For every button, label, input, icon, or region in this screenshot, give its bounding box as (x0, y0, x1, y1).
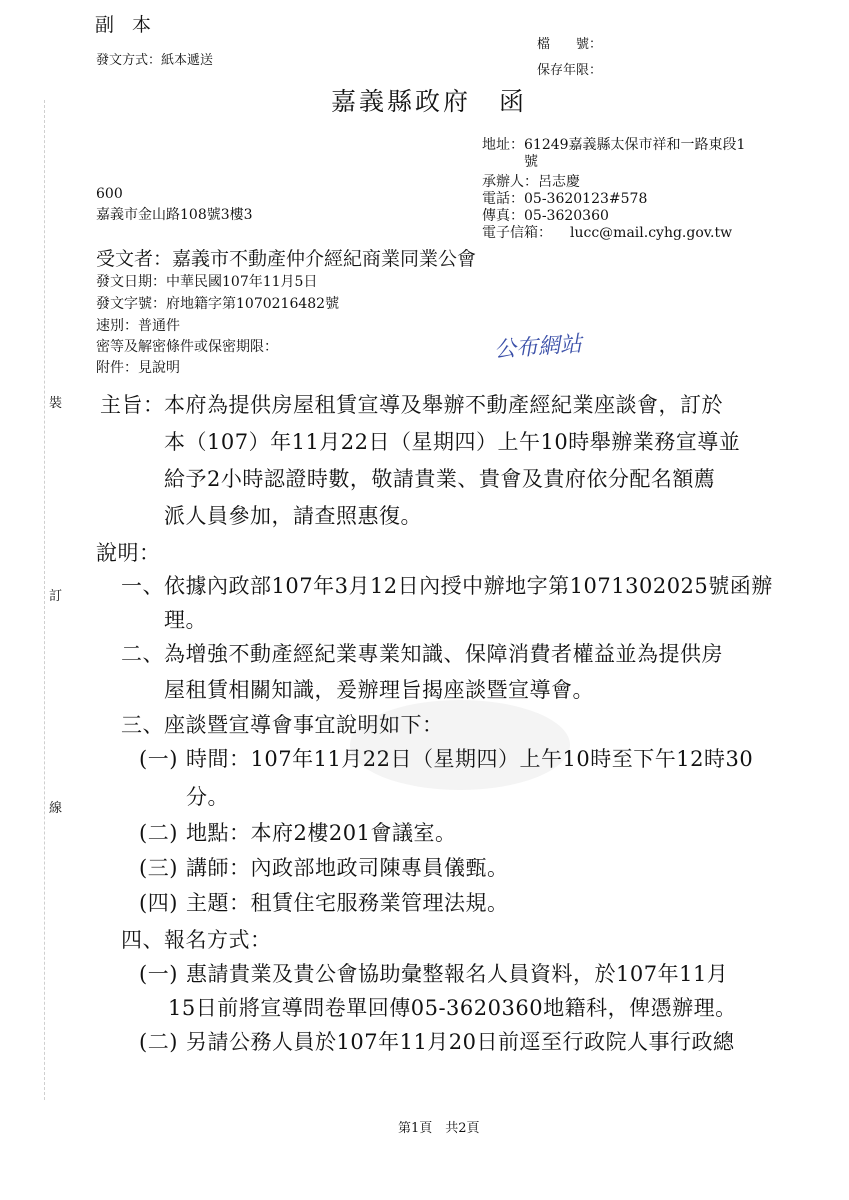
subject-line: 本（107）年11月22日（星期四）上午10時舉辦業務宣導並 (164, 430, 741, 454)
item-3-1-line: 時間：107年11月22日（星期四）上午10時至下午12時30 (186, 747, 754, 771)
email-label: 電子信箱： (482, 225, 552, 241)
item-4-number: 四、 (121, 928, 164, 952)
item-3-4-number: (四) (139, 891, 178, 915)
item-3-3-number: (三) (139, 856, 178, 880)
item-1-number: 一、 (121, 574, 164, 598)
phone: 電話：05-3620123#578 (482, 191, 648, 207)
item-4-2-text: 另請公務人員於107年11月20日前逕至行政院人事行政總 (186, 1030, 735, 1054)
item-4-1-number: (一) (139, 962, 178, 986)
item-2-line: 為增強不動產經紀業專業知識、保障消費者權益並為提供房 (164, 642, 723, 666)
item-3-4-text: 主題：租賃住宅服務業管理法規。 (186, 891, 509, 915)
binding-mark-ding: 訂 (49, 589, 63, 604)
item-4-heading: 報名方式： (164, 928, 272, 952)
page-number: 第1頁 共2頁 (398, 1121, 480, 1136)
item-4-1-line: 15日前將宣導問卷單回傳05-3620360地籍科，俾憑辦理。 (168, 996, 737, 1020)
email (482, 222, 732, 242)
delivery-method: 發文方式：紙本遞送 (96, 53, 214, 68)
item-3-number: 三、 (121, 713, 164, 737)
subject-line: 本府為提供房屋租賃宣導及舉辦不動產經紀業座談會，訂於 (164, 393, 723, 417)
binding-mark-xian: 線 (49, 801, 63, 816)
fax: 傳真：05-3620360 (482, 208, 609, 224)
attachment: 附件：見說明 (96, 360, 180, 376)
binding-mark-zhuang: 裝 (49, 396, 63, 411)
item-4-1-line: 惠請貴業及貴公會協助彙整報名人員資料，於107年11月 (186, 962, 729, 986)
file-number-label: 檔 號： (537, 37, 603, 52)
speed-class: 速別：普通件 (96, 318, 180, 334)
subject-label: 主旨： (100, 393, 165, 417)
item-3-1-line: 分。 (186, 785, 229, 809)
item-1-line: 理。 (164, 608, 207, 632)
binding-fold-line (44, 100, 45, 1100)
recipient-address: 嘉義市金山路108號3樓3 (96, 207, 253, 223)
item-3-3-text: 講師：內政部地政司陳專員儀甄。 (186, 856, 509, 880)
retention-label: 保存年限： (537, 63, 603, 78)
subject-line: 給予2小時認證時數，敬請貴業、貴會及貴府依分配名額薦 (164, 467, 716, 491)
issue-date: 發文日期：中華民國107年11月5日 (96, 274, 318, 290)
email-value[interactable]: lucc@mail.cyhg.gov.tw (570, 225, 733, 241)
contact-person: 承辦人：呂志慶 (482, 174, 580, 190)
item-1-line: 依據內政部107年3月12日內授中辦地字第1071302025號函辦 (164, 574, 773, 598)
address-value: 61249嘉義縣太保市祥和一路東段1 (524, 137, 746, 153)
explanation-label: 說明： (96, 541, 161, 565)
item-2-number: 二、 (121, 642, 164, 666)
document-title: 嘉義縣政府 函 (331, 87, 528, 116)
copy-label: 副 本 (95, 14, 158, 36)
item-2-line: 屋租賃相關知識，爰辦理旨揭座談暨宣導會。 (164, 678, 594, 702)
recipient: 受文者：嘉義市不動產仲介經紀商業同業公會 (96, 248, 477, 270)
item-3-2-text: 地點：本府2樓201會議室。 (186, 821, 457, 845)
address-label: 地址： (482, 137, 524, 153)
sender-address (482, 134, 745, 154)
item-3-1-number: (一) (139, 747, 178, 771)
item-3-2-number: (二) (139, 821, 178, 845)
sender-address-cont: 號 (524, 154, 538, 170)
recipient-zip: 600 (96, 186, 123, 202)
subject-line: 派人員參加，請查照惠復。 (164, 504, 422, 528)
item-4-2-number: (二) (139, 1030, 178, 1054)
item-3-heading: 座談暨宣導會事宜說明如下： (164, 713, 444, 737)
document-number: 發文字號：府地籍字第1070216482號 (96, 296, 340, 312)
handwritten-note: 公布網站 (493, 331, 583, 363)
security-level: 密等及解密條件或保密期限： (96, 339, 278, 355)
